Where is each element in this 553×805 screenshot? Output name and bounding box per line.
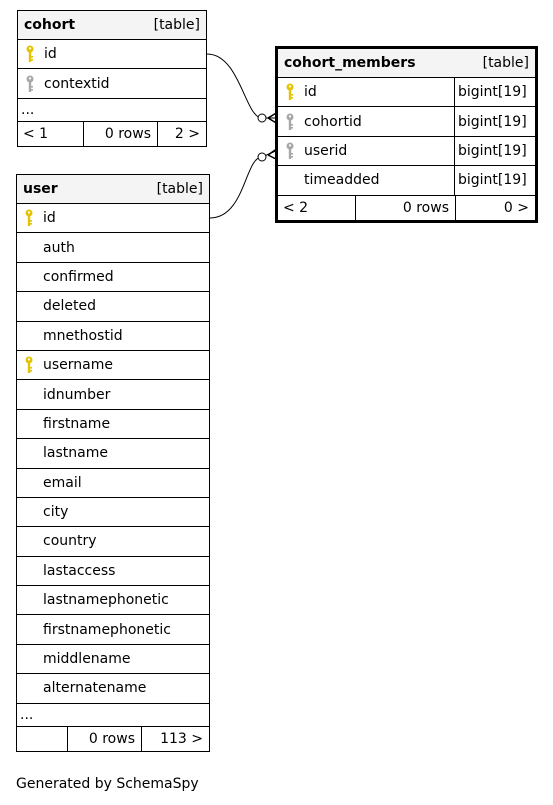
column-row[interactable] xyxy=(17,586,209,615)
table-header xyxy=(18,11,206,40)
parents-count[interactable]: < 2 xyxy=(278,196,356,220)
column-type: bigint[19] xyxy=(454,78,535,106)
edge-user-optional-marker xyxy=(258,153,266,161)
column-name: idnumber xyxy=(43,386,111,403)
table-name[interactable]: cohort_members xyxy=(284,55,416,71)
column-row[interactable] xyxy=(18,69,206,98)
children-count[interactable]: 2 > xyxy=(174,125,200,142)
children-count[interactable]: 113 > xyxy=(160,730,203,747)
edge-cohort-to-cohort-members xyxy=(207,54,278,118)
column-name: id xyxy=(304,84,317,101)
more-columns: ... xyxy=(18,99,206,122)
column-name: username xyxy=(43,357,113,374)
column-name: country xyxy=(43,533,97,550)
table-header xyxy=(17,175,209,204)
row-count: 0 rows xyxy=(84,122,158,146)
column-name: lastname xyxy=(43,445,108,462)
children-count[interactable]: 0 > xyxy=(503,199,529,216)
column-row[interactable] xyxy=(278,137,535,166)
table-header xyxy=(278,49,535,78)
column-row[interactable] xyxy=(17,380,209,409)
table-footer xyxy=(278,196,535,220)
more-columns: ... xyxy=(17,704,209,727)
column-row[interactable] xyxy=(17,439,209,468)
primary-key-icon xyxy=(18,45,42,63)
column-row[interactable] xyxy=(17,527,209,556)
table-footer xyxy=(18,122,206,146)
table-cohort-members[interactable] xyxy=(275,46,538,223)
column-row[interactable] xyxy=(17,615,209,644)
column-name: lastnamephonetic xyxy=(43,592,169,609)
parents-count[interactable]: < 1 xyxy=(18,122,84,146)
foreign-key-icon xyxy=(18,75,42,93)
column-row[interactable] xyxy=(18,40,206,69)
row-count: 0 rows xyxy=(68,727,142,751)
column-row[interactable] xyxy=(17,204,209,233)
column-row[interactable] xyxy=(278,166,535,195)
column-name: firstname xyxy=(43,415,111,432)
column-name: timeadded xyxy=(304,172,380,189)
column-row[interactable] xyxy=(17,557,209,586)
table-footer xyxy=(17,727,209,751)
primary-key-icon xyxy=(17,356,41,374)
foreign-key-icon xyxy=(278,142,302,160)
column-row[interactable] xyxy=(17,233,209,262)
edge-user-to-cohort-members xyxy=(210,150,278,218)
column-row[interactable] xyxy=(278,78,535,107)
column-type: bigint[19] xyxy=(454,137,535,165)
column-name: userid xyxy=(304,142,348,159)
table-name[interactable]: user xyxy=(23,181,58,197)
column-name: contextid xyxy=(44,75,110,92)
column-type: bigint[19] xyxy=(454,107,535,135)
row-count: 0 rows xyxy=(356,196,456,220)
column-name: id xyxy=(43,210,56,227)
column-name: auth xyxy=(43,239,75,256)
column-row[interactable] xyxy=(17,351,209,380)
column-name: city xyxy=(43,504,69,521)
column-row[interactable] xyxy=(17,292,209,321)
column-name: alternatename xyxy=(43,680,147,697)
primary-key-icon xyxy=(278,83,302,101)
column-type: bigint[19] xyxy=(454,166,535,194)
column-row[interactable] xyxy=(17,263,209,292)
column-row[interactable] xyxy=(17,410,209,439)
parents-count[interactable] xyxy=(17,727,68,751)
foreign-key-icon xyxy=(278,113,302,131)
column-row[interactable] xyxy=(17,498,209,527)
column-row[interactable] xyxy=(17,674,209,703)
column-name: lastaccess xyxy=(43,562,116,579)
column-name: cohortid xyxy=(304,113,362,130)
column-row[interactable] xyxy=(17,322,209,351)
table-kind: [table] xyxy=(153,17,200,33)
column-row[interactable] xyxy=(278,107,535,136)
column-name: confirmed xyxy=(43,268,114,285)
column-row[interactable] xyxy=(17,645,209,674)
table-kind: [table] xyxy=(156,181,203,197)
generated-by-label: Generated by SchemaSpy xyxy=(16,776,199,792)
column-name: mnethostid xyxy=(43,327,123,344)
column-name: deleted xyxy=(43,298,96,315)
column-name: middlename xyxy=(43,651,131,668)
table-kind: [table] xyxy=(482,55,529,71)
column-name: id xyxy=(44,46,57,63)
primary-key-icon xyxy=(17,209,41,227)
column-row[interactable] xyxy=(17,469,209,498)
table-user[interactable] xyxy=(16,174,210,752)
column-name: firstnamephonetic xyxy=(43,621,171,638)
table-cohort[interactable] xyxy=(17,10,207,147)
column-name: email xyxy=(43,474,82,491)
table-name[interactable]: cohort xyxy=(24,17,76,33)
edge-cohort-optional-marker xyxy=(258,114,266,122)
